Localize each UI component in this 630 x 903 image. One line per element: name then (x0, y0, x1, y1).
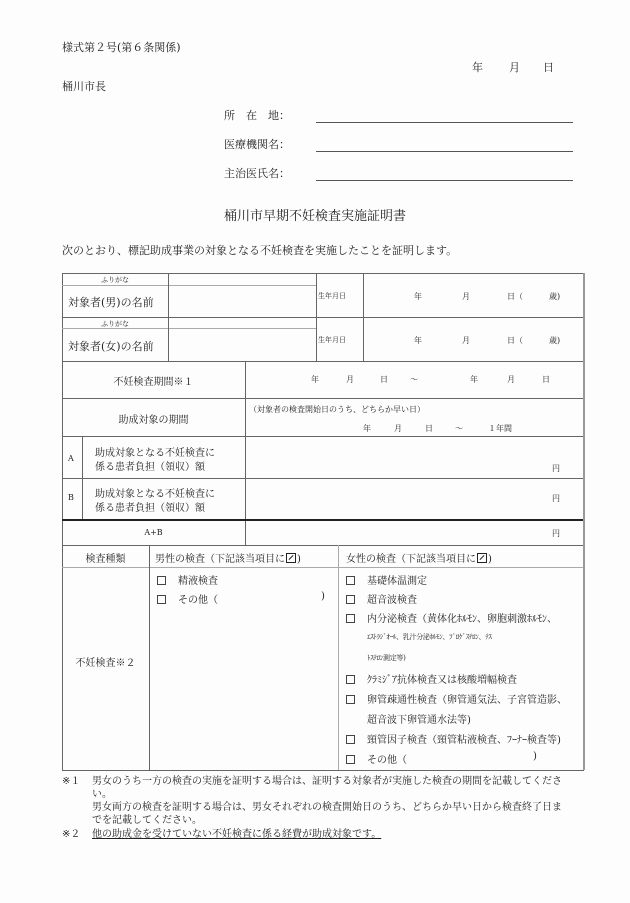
year-unit: 年 (363, 424, 371, 433)
female-exam-chlamydia[interactable] (346, 671, 517, 686)
male-furigana-field[interactable] (169, 274, 315, 284)
year-unit: 年 (470, 375, 478, 384)
female-exam-other-close: ) (533, 751, 537, 762)
male-exam-header (155, 550, 301, 565)
exam-label: 内分泌検査（黄体化ﾎﾙﾓﾝ、卵胞刺激ﾎﾙﾓﾝ、 (367, 614, 557, 625)
sum-unit: 円 (552, 529, 560, 538)
month-unit: 月 (507, 375, 515, 384)
male-exam-other-close: ) (321, 591, 325, 602)
checkbox-icon[interactable] (346, 576, 355, 585)
female-exam-endocrine[interactable] (346, 610, 557, 625)
row-b-label-line2: 係る患者負担（領収）額 (95, 503, 205, 514)
exam-label: ｸﾗﾐｼﾞｱ抗体検査又は核酸増幅検査 (367, 675, 517, 686)
male-name-field[interactable] (169, 286, 315, 316)
note-1-mark: ※１ (62, 776, 81, 787)
checked-box-icon (477, 553, 487, 563)
day-unit: 日 (425, 424, 433, 433)
female-exam-header (346, 550, 492, 565)
day-unit: 日 (542, 375, 550, 384)
female-exam-endocrine-line2: ｴｽﾄﾗｼﾞｵｰﾙ、乳汁分泌ﾎﾙﾓﾝ、ﾌﾟﾛｹﾞｽﾃﾛﾝ、ﾃｽ (367, 633, 492, 641)
checkbox-icon[interactable] (157, 595, 166, 604)
row-b-label-line1: 助成対象となる不妊検査に (95, 489, 215, 500)
sum-amount-field[interactable] (246, 521, 582, 544)
checkbox-icon[interactable] (346, 675, 355, 684)
female-furigana-field[interactable] (169, 318, 315, 328)
year-unit: 年 (414, 336, 422, 345)
month-unit: 月 (394, 424, 402, 433)
row-a-key: A (68, 454, 74, 463)
day-unit: 日（ (507, 336, 523, 345)
sum-label: A+B (144, 528, 163, 537)
exam-type-header: 検査種類 (85, 554, 126, 565)
header-close: ) (488, 554, 492, 565)
female-exam-other[interactable] (346, 751, 407, 766)
row-b-unit: 円 (552, 494, 560, 503)
checkbox-icon[interactable] (157, 576, 166, 585)
female-name-label: 対象者(女)の名前 (68, 340, 154, 353)
female-birthdate-label: 生年月日 (318, 336, 346, 344)
month-unit: 月 (462, 336, 470, 345)
checkbox-icon[interactable] (346, 695, 355, 704)
row-a-label-line1: 助成対象となる不妊検査に (95, 448, 215, 459)
intro-text: 次のとおり、標記助成事業の対象となる不妊検査を実施したことを証明します。 (62, 244, 458, 257)
address-label: 所 在 地： (224, 109, 290, 122)
doctor-label: 主治医氏名： (224, 167, 290, 180)
month-unit: 月 (462, 292, 470, 301)
note-1-line3: 男女両方の検査を証明する場合は、男女それぞれの検査開始日のうち、どちらか早い日から検査終了日ま (92, 802, 562, 813)
female-exam-cervical[interactable] (346, 731, 561, 746)
note-1-line2: い。 (92, 789, 112, 800)
duration: １年間 (488, 424, 512, 433)
month-unit: 月 (346, 375, 354, 384)
day-unit: 日 (380, 375, 388, 384)
exam-label: その他（ (178, 595, 218, 606)
exam-label: その他（ (367, 755, 407, 766)
checkbox-icon[interactable] (346, 595, 355, 604)
female-furigana-label: ふりがな (101, 320, 129, 328)
row-a-unit: 円 (552, 464, 560, 473)
age-unit: 歳) (549, 336, 561, 345)
female-exam-ultrasound[interactable] (346, 591, 417, 606)
subsidy-period-label: 助成対象の期間 (118, 415, 189, 426)
female-exam-endocrine-line3: ﾄｽﾃﾛﾝ測定等) (367, 654, 406, 662)
checkbox-icon[interactable] (346, 755, 355, 764)
issue-date-year[interactable]: 年 (472, 61, 483, 74)
doctor-field[interactable] (316, 166, 573, 181)
checked-box-icon (286, 553, 296, 563)
day-unit: 日（ (507, 292, 523, 301)
note-2-line1: 他の助成金を受けていない不妊検査に係る経費が助成対象です。 (92, 829, 382, 840)
note-1-line4: でを記載してください。 (92, 815, 202, 826)
institution-field[interactable] (316, 137, 573, 152)
header-close: ) (297, 554, 301, 565)
exam-label: 卵管疎通性検査（卵管通気法、子宮管造影、 (367, 695, 567, 706)
exam-label: 頸管因子検査（頸管粘液検査、ﾌｰﾅｰ検査等) (367, 735, 561, 746)
note-1-line1: 男女のうち一方の検査の実施を証明する場合は、証明する対象者が実施した検査の期間を記載してくださ (92, 776, 562, 787)
exam-label: 精液検査 (178, 576, 218, 587)
exam-type: 不妊検査※２ (75, 658, 136, 669)
exam-label: 超音波検査 (367, 595, 417, 606)
male-exam-header-text: 男性の検査（下記該当項目に (155, 554, 285, 565)
institution-label: 医療機関名： (224, 138, 290, 151)
female-exam-header-text: 女性の検査（下記該当項目に (346, 554, 476, 565)
male-furigana-label: ふりがな (101, 276, 129, 284)
female-name-field[interactable] (169, 329, 315, 360)
form-number: 様式第２号(第６条関係) (62, 41, 181, 54)
issue-date-month[interactable]: 月 (509, 61, 520, 74)
tilde: ～ (410, 375, 418, 384)
row-a-amount-field[interactable] (246, 437, 582, 477)
male-birthdate-label: 生年月日 (318, 292, 346, 300)
male-exam-other[interactable] (157, 591, 218, 606)
female-exam-tubal[interactable] (346, 691, 567, 706)
document-title: 桶川市早期不妊検査実施証明書 (223, 209, 406, 224)
subsidy-period-note: （対象者の検査開始日のうち、どちらか早い日） (249, 405, 425, 414)
female-exam-bbt[interactable] (346, 572, 427, 587)
checkbox-icon[interactable] (346, 735, 355, 744)
row-a-label-line2: 係る患者負担（領収）額 (95, 462, 205, 473)
year-unit: 年 (414, 292, 422, 301)
female-exam-tubal-line2: 超音波下卵管通水法等) (367, 715, 471, 726)
row-b-amount-field[interactable] (246, 479, 582, 518)
checkbox-icon[interactable] (346, 614, 355, 623)
exam-label: 基礎体温測定 (367, 576, 427, 587)
addressee: 桶川市長 (62, 80, 106, 93)
note-2-mark: ※２ (62, 829, 81, 840)
exam-period-label: 不妊検査期間※１ (113, 377, 194, 388)
issue-date-day[interactable]: 日 (543, 61, 554, 74)
address-field[interactable] (316, 108, 573, 123)
tilde: ～ (455, 424, 463, 433)
male-exam-semen[interactable] (157, 572, 218, 587)
year-unit: 年 (311, 375, 319, 384)
age-unit: 歳) (549, 292, 561, 301)
row-b-key: B (68, 493, 74, 502)
male-name-label: 対象者(男)の名前 (68, 296, 154, 309)
